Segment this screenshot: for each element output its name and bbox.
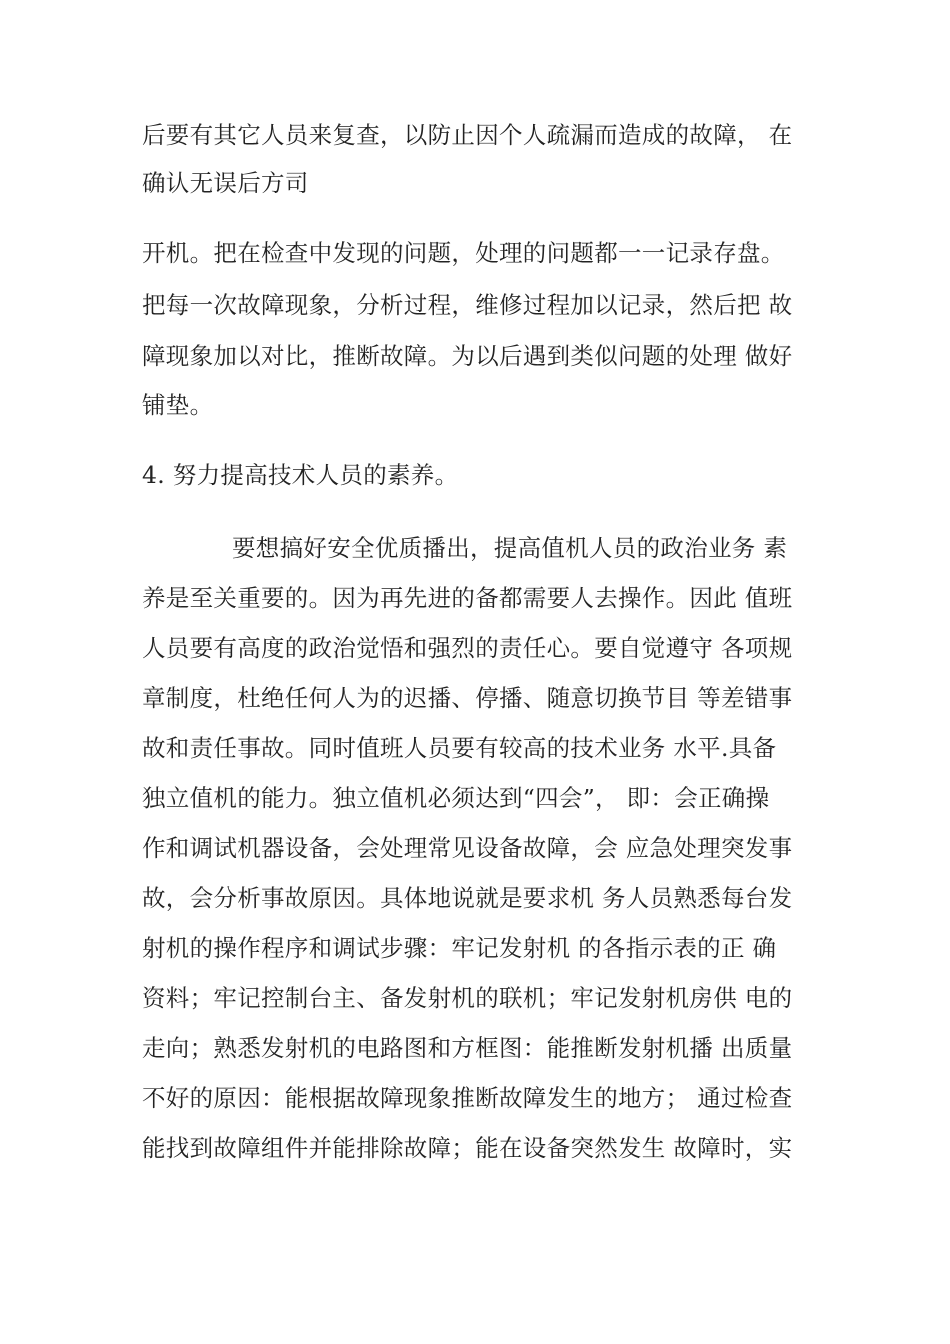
text-line-13: 独立值机的能力。独立值机必须达到“四会”， 即：会正确操 — [142, 784, 770, 812]
text-line-12: 故和责任事故。同时值班人员要有较高的技术业务 水平.具备 — [142, 734, 777, 762]
text-line-18: 走向；熟悉发射机的电路图和方框图：能推断发射机播 出质量 — [142, 1034, 793, 1062]
text-line-4: 把每一次故障现象，分析过程，维修过程加以记录，然后把 故 — [142, 291, 793, 319]
text-line-8: 要想搞好安全优质播出，提高值机人员的政治业务 素 — [232, 534, 788, 562]
text-line-10: 人员要有高度的政治觉悟和强烈的责任心。要自觉遵守 各项规 — [142, 634, 793, 662]
text-line-11: 章制度，杜绝任何人为的迟播、停播、随意切换节目 等差错事 — [142, 684, 793, 712]
text-line-5: 障现象加以对比，推断故障。为以后遇到类似问题的处理 做好 — [142, 342, 793, 370]
text-line-6: 铺垫。 — [142, 391, 214, 419]
text-line-9: 养是至关重要的。因为再先进的备都需要人去操作。因此 值班 — [142, 584, 793, 612]
text-line-1: 后要有其它人员来复查，以防止因个人疏漏而造成的故障， 在 — [142, 121, 793, 149]
text-line-16: 射机的操作程序和调试步骤：牢记发射机 的各指示表的正 确 — [142, 934, 777, 962]
text-line-14: 作和调试机器设备，会处理常见设备故障，会 应急处理突发事 — [142, 834, 793, 862]
text-line-15: 故，会分析事故原因。具体地说就是要求机 务人员熟悉每台发 — [142, 884, 793, 912]
text-line-19: 不好的原因：能根据故障现象推断故障发生的地方； 通过检查 — [142, 1084, 793, 1112]
text-line-17: 资料；牢记控制台主、备发射机的联机；牢记发射机房供 电的 — [142, 984, 793, 1012]
text-line-20: 能找到故障组件并能排除故障；能在设备突然发生 故障时，实 — [142, 1134, 793, 1162]
section-heading: 4. 努力提高技术人员的素养。 — [142, 461, 459, 489]
text-line-2: 确认无误后方司 — [142, 169, 309, 197]
text-line-3: 开机。把在检查中发现的问题，处理的问题都一一记录存盘。 — [142, 239, 785, 267]
